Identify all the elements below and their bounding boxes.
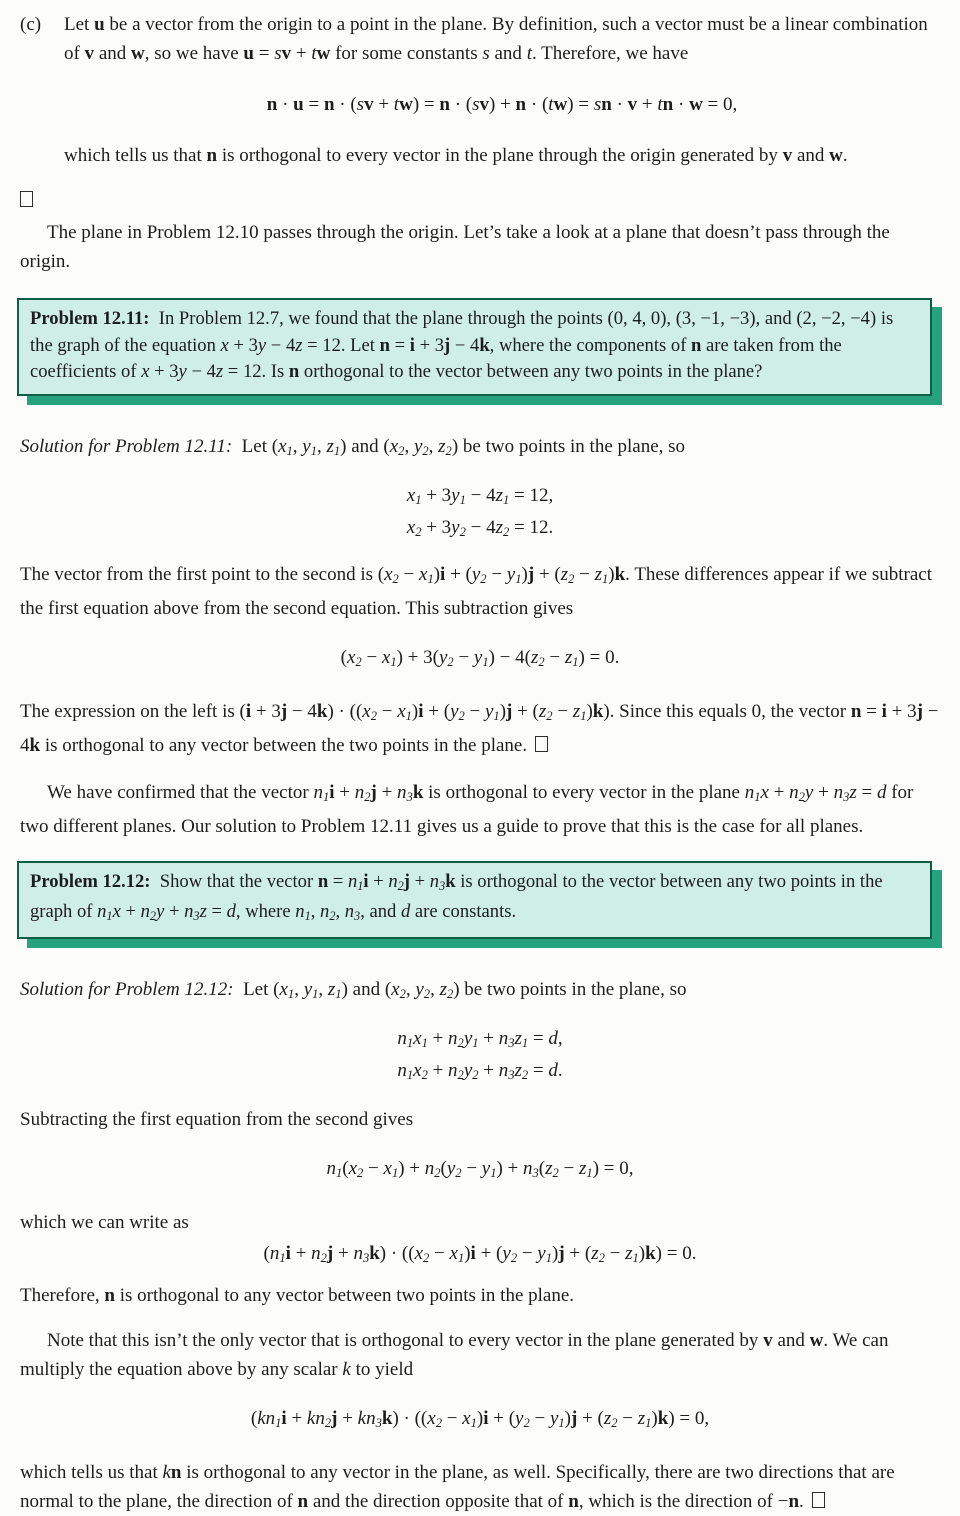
problem-box-12-11 — [17, 298, 932, 396]
solution-12-12-intro: Solution for Problem 12.12: Let (x1, y1, z1) and (x2, y2, z2) be two points in the plane, so — [20, 979, 687, 1002]
problem-12-12-text: Problem 12.12: Show that the vector n = n1i + n2j + n3k is orthogonal to the vector between any two points in the graph of n1x + n2y + n3z = d, where n1, n2, n3, and d are constants. — [30, 870, 883, 923]
paragraph-vector-between-points: The vector from the first point to the second is (x2 − x1)i + (y2 − y1)j + (z2 − z1)k. These differences appear if we subtract the first equation above from the second equation. This subtraction gives — [20, 563, 933, 619]
paragraph-confirmed: We have confirmed that the vector n1i + n2j + n3k is orthogonal to every vector in the plane n1x + n2y + n3z = d for two different planes. Our solution to Problem 12.11 gives us a guide to prove that this is the case for all planes. — [20, 781, 914, 837]
paragraph-subtracting: Subtracting the first equation from the second gives — [20, 1109, 414, 1131]
paragraph-therefore: Therefore, n is orthogonal to any vector between two points in the plane. — [20, 1285, 575, 1307]
list-item-c — [20, 10, 940, 170]
equation-sys2-line2: n1x2 + n2y2 + n3z2 = d. — [397, 1060, 563, 1083]
item-c-marker: (c) — [20, 14, 42, 35]
equation-subtraction-2: n1(x2 − x1) + n2(y2 − y1) + n3(z2 − z1) = 0, — [326, 1158, 634, 1181]
equation-sys2-line1: n1x1 + n2y1 + n3z1 = d, — [397, 1028, 563, 1051]
paragraph-note-scalar: Note that this isn’t the only vector that is orthogonal to every vector in the plane generated by v and w. We can multiply the equation above by any scalar k to yield — [20, 1330, 889, 1381]
paragraph-write-as: which we can write as — [20, 1212, 189, 1234]
equation-system-2 — [20, 1025, 940, 1089]
problem-12-11-text: Problem 12.11: In Problem 12.7, we found that the plane through the points (0, 4, 0), (3, −1, −3), and (2, −2, −4) is the graph of the equation x + 3y − 4z = 12. Let n = i + 3j − 4k, where the components of n are taken from the coefficients of x + 3y − 4z = 12. Is n orthogonal to the vector between any two points in the plane? — [30, 308, 894, 382]
paragraph-plane-origin: The plane in Problem 12.10 passes through the origin. Let’s take a look at a plane that doesn’t pass through the origin. — [20, 222, 890, 272]
equation-n-dot-u: n · u = n · (sv + tw) = n · (sv) + n · (tw) = sn · v + tn · w = 0, — [266, 94, 738, 115]
item-c-conclusion: which tells us that n is orthogonal to every vector in the plane through the origin generated by v and w. — [64, 145, 848, 166]
paragraph-final: which tells us that kn is orthogonal to any vector in the plane, as well. Specifically, there are two directions that are normal to the plane, the direction of n and the direction opposite that of n, which is the direction of −n. — [20, 1462, 895, 1513]
paragraph-expression-left: The expression on the left is (i + 3j − 4k) · ((x2 − x1)i + (y2 − y1)j + (z2 − z1)k). Since this equals 0, the vector n = i + 3j − 4k is orthogonal to any vector between the two points in the plane. — [20, 700, 939, 756]
equation-sys1-line2: x2 + 3y2 − 4z2 = 12. — [406, 516, 554, 539]
solution-12-11-intro: Solution for Problem 12.11: Let (x1, y1, z1) and (x2, y2, z2) be two points in the plane, so — [20, 435, 686, 458]
qed-square-icon — [20, 186, 940, 202]
equation-sys1-line1: x1 + 3y1 − 4z1 = 12, — [406, 484, 554, 507]
equation-system-1 — [20, 482, 940, 546]
equation-subtraction-1: (x2 − x1) + 3(y2 − y1) − 4(z2 − z1) = 0. — [340, 646, 620, 669]
problem-box-12-12 — [17, 861, 932, 940]
item-c-text: Let u be a vector from the origin to a point in the plane. By definition, such a vector must be a linear combination of v and w, so we have u = sv + tw for some constants s and t. Therefore, we have — [64, 14, 928, 64]
equation-scalar-multiple: (kn1i + kn2j + kn3k) · ((x2 − x1)i + (y2 − y1)j + (z2 − z1)k) = 0, — [250, 1408, 710, 1431]
item-c-body — [64, 10, 940, 170]
equation-dot-product-2: (n1i + n2j + n3k) · ((x2 − x1)i + (y2 − y1)j + (z2 − z1)k) = 0. — [263, 1243, 697, 1266]
open-square-icon — [20, 191, 33, 207]
